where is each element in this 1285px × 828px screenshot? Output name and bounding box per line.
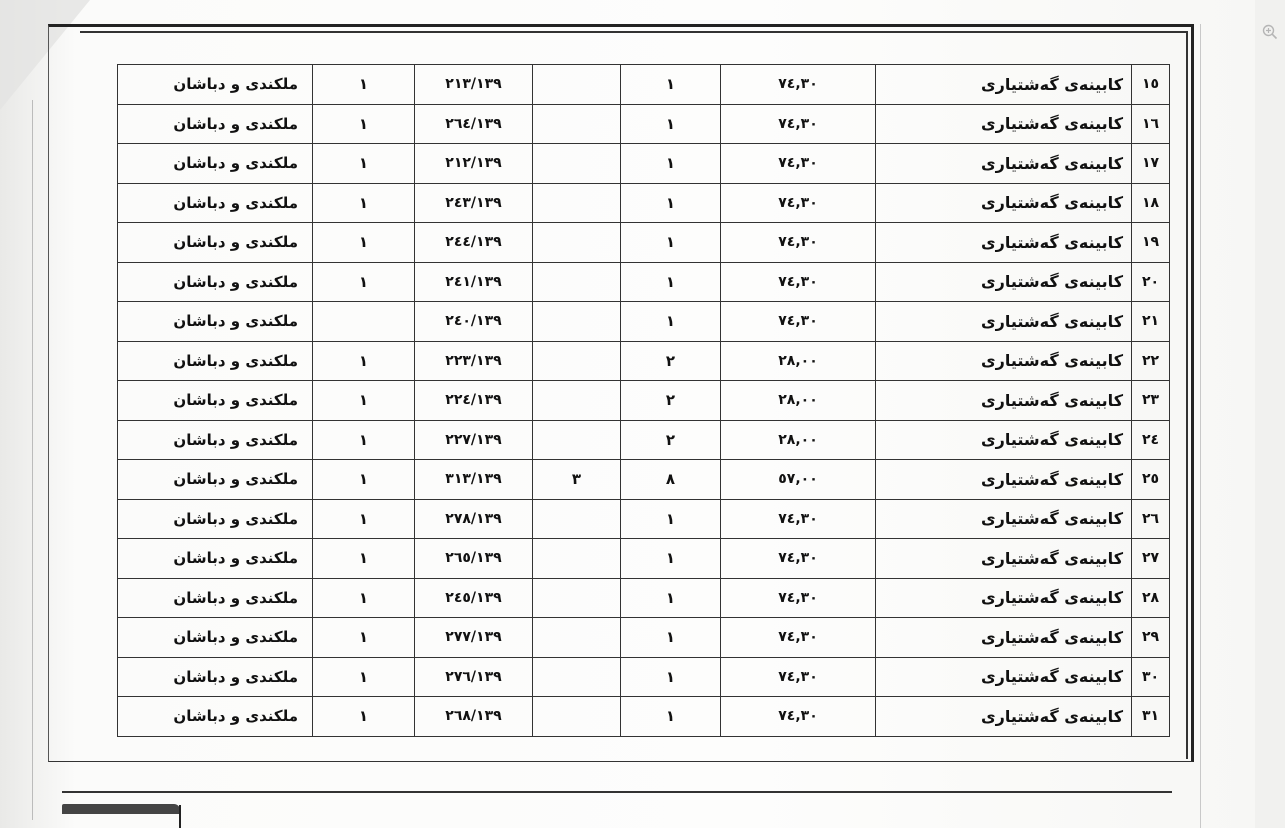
extra-cell — [533, 144, 621, 184]
extra-cell — [533, 262, 621, 302]
count-cell: ١ — [621, 65, 721, 105]
area-cell: ٥٧,٠٠ — [721, 460, 876, 500]
extra-cell — [533, 657, 621, 697]
table-row — [118, 144, 1170, 184]
table-row — [118, 460, 1170, 500]
owner-cell: ملکندی و دباشان — [118, 262, 313, 302]
count-cell: ٢ — [621, 420, 721, 460]
area-cell: ٧٤,٣٠ — [721, 104, 876, 144]
table-row — [118, 499, 1170, 539]
extra-cell — [533, 223, 621, 263]
area-cell: ٧٤,٣٠ — [721, 697, 876, 737]
unit-type-cell: کابینەی گەشتیاری — [876, 539, 1132, 579]
unit-type-cell: کابینەی گەشتیاری — [876, 697, 1132, 737]
quantity-cell: ١ — [313, 499, 415, 539]
extra-cell — [533, 697, 621, 737]
reference-cell: ٢٦٨/١٣٩ — [415, 697, 533, 737]
quantity-cell: ١ — [313, 657, 415, 697]
table-row — [118, 341, 1170, 381]
unit-type-cell: کابینەی گەشتیاری — [876, 657, 1132, 697]
unit-type-cell: کابینەی گەشتیاری — [876, 104, 1132, 144]
area-cell: ٢٨,٠٠ — [721, 420, 876, 460]
table-row — [118, 539, 1170, 579]
extra-cell — [533, 420, 621, 460]
reference-cell: ٢٢٣/١٣٩ — [415, 341, 533, 381]
table-row — [118, 302, 1170, 342]
reference-cell: ٢٧٨/١٣٩ — [415, 499, 533, 539]
count-cell: ١ — [621, 262, 721, 302]
unit-type-cell: کابینەی گەشتیاری — [876, 341, 1132, 381]
unit-type-cell: کابینەی گەشتیاری — [876, 499, 1132, 539]
area-cell: ٧٤,٣٠ — [721, 618, 876, 658]
frame-top-rule — [80, 31, 1188, 33]
unit-type-cell: کابینەی گەشتیاری — [876, 183, 1132, 223]
row-number-cell: ١٦ — [1132, 104, 1170, 144]
reference-cell: ٣١٣/١٣٩ — [415, 460, 533, 500]
area-cell: ٧٤,٣٠ — [721, 223, 876, 263]
quantity-cell: ١ — [313, 144, 415, 184]
extra-cell — [533, 183, 621, 223]
owner-cell: ملکندی و دباشان — [118, 578, 313, 618]
count-cell: ٢ — [621, 381, 721, 421]
count-cell: ٢ — [621, 341, 721, 381]
cabin-table — [117, 64, 1170, 737]
extra-cell — [533, 341, 621, 381]
table-row — [118, 657, 1170, 697]
reference-cell: ٢٦٥/١٣٩ — [415, 539, 533, 579]
row-number-cell: ٢٤ — [1132, 420, 1170, 460]
row-number-cell: ١٥ — [1132, 65, 1170, 105]
unit-type-cell: کابینەی گەشتیاری — [876, 302, 1132, 342]
count-cell: ١ — [621, 697, 721, 737]
unit-type-cell: کابینەی گەشتیاری — [876, 381, 1132, 421]
zoom-in-icon[interactable] — [1262, 24, 1278, 40]
owner-cell: ملکندی و دباشان — [118, 460, 313, 500]
table-row — [118, 262, 1170, 302]
table-row — [118, 104, 1170, 144]
unit-type-cell: کابینەی گەشتیاری — [876, 262, 1132, 302]
unit-type-cell: کابینەی گەشتیاری — [876, 618, 1132, 658]
extra-cell — [533, 578, 621, 618]
quantity-cell: ١ — [313, 183, 415, 223]
quantity-cell: ١ — [313, 341, 415, 381]
reference-cell: ٢١٢/١٣٩ — [415, 144, 533, 184]
reference-cell: ٢٢٧/١٣٩ — [415, 420, 533, 460]
area-cell: ٢٨,٠٠ — [721, 341, 876, 381]
count-cell: ١ — [621, 657, 721, 697]
unit-type-cell: کابینەی گەشتیاری — [876, 223, 1132, 263]
reference-cell: ٢٤٥/١٣٩ — [415, 578, 533, 618]
extra-cell — [533, 302, 621, 342]
owner-cell: ملکندی و دباشان — [118, 144, 313, 184]
quantity-cell: ١ — [313, 381, 415, 421]
owner-cell: ملکندی و دباشان — [118, 381, 313, 421]
quantity-cell: ١ — [313, 460, 415, 500]
quantity-cell: ١ — [313, 65, 415, 105]
unit-type-cell: کابینەی گەشتیاری — [876, 65, 1132, 105]
table-row — [118, 578, 1170, 618]
unit-type-cell: کابینەی گەشتیاری — [876, 420, 1132, 460]
quantity-cell: ١ — [313, 104, 415, 144]
owner-cell: ملکندی و دباشان — [118, 657, 313, 697]
owner-cell: ملکندی و دباشان — [118, 420, 313, 460]
frame-right-rule — [1186, 31, 1188, 759]
area-cell: ٧٤,٣٠ — [721, 65, 876, 105]
row-number-cell: ١٩ — [1132, 223, 1170, 263]
quantity-cell: ١ — [313, 223, 415, 263]
extra-cell — [533, 539, 621, 579]
quantity-cell: ١ — [313, 262, 415, 302]
bottom-rule — [62, 791, 1172, 793]
count-cell: ١ — [621, 223, 721, 263]
table-row — [118, 381, 1170, 421]
owner-cell: ملکندی و دباشان — [118, 618, 313, 658]
unit-type-cell: کابینەی گەشتیاری — [876, 578, 1132, 618]
owner-cell: ملکندی و دباشان — [118, 539, 313, 579]
row-number-cell: ٢٨ — [1132, 578, 1170, 618]
area-cell: ٧٤,٣٠ — [721, 144, 876, 184]
reference-cell: ٢٢٤/١٣٩ — [415, 381, 533, 421]
unit-type-cell: کابینەی گەشتیاری — [876, 460, 1132, 500]
owner-cell: ملکندی و دباشان — [118, 697, 313, 737]
extra-cell: ٣ — [533, 460, 621, 500]
unit-type-cell: کابینەی گەشتیاری — [876, 144, 1132, 184]
table-row — [118, 223, 1170, 263]
count-cell: ١ — [621, 302, 721, 342]
table-row — [118, 183, 1170, 223]
reference-cell: ٢٧٧/١٣٩ — [415, 618, 533, 658]
quantity-cell: ١ — [313, 539, 415, 579]
row-number-cell: ٢٢ — [1132, 341, 1170, 381]
count-cell: ١ — [621, 144, 721, 184]
row-number-cell: ٢١ — [1132, 302, 1170, 342]
table-row — [118, 65, 1170, 105]
row-number-cell: ٢٠ — [1132, 262, 1170, 302]
row-number-cell: ٢٥ — [1132, 460, 1170, 500]
count-cell: ١ — [621, 104, 721, 144]
reference-cell: ٢٧٦/١٣٩ — [415, 657, 533, 697]
extra-cell — [533, 618, 621, 658]
table-row — [118, 697, 1170, 737]
bottom-ink-mark — [62, 804, 180, 814]
row-number-cell: ٣١ — [1132, 697, 1170, 737]
reference-cell: ٢٤٠/١٣٩ — [415, 302, 533, 342]
area-cell: ٧٤,٣٠ — [721, 262, 876, 302]
quantity-cell: ١ — [313, 420, 415, 460]
reference-cell: ٢٤١/١٣٩ — [415, 262, 533, 302]
reference-cell: ٢٦٤/١٣٩ — [415, 104, 533, 144]
extra-cell — [533, 499, 621, 539]
row-number-cell: ٢٣ — [1132, 381, 1170, 421]
area-cell: ٧٤,٣٠ — [721, 183, 876, 223]
row-number-cell: ٢٩ — [1132, 618, 1170, 658]
count-cell: ١ — [621, 578, 721, 618]
owner-cell: ملکندی و دباشان — [118, 65, 313, 105]
bottom-tick-mark — [179, 805, 181, 828]
page-left-edge — [32, 100, 33, 820]
area-cell: ٧٤,٣٠ — [721, 578, 876, 618]
count-cell: ١ — [621, 183, 721, 223]
reference-cell: ٢٤٤/١٣٩ — [415, 223, 533, 263]
extra-cell — [533, 65, 621, 105]
quantity-cell — [313, 302, 415, 342]
table-row — [118, 420, 1170, 460]
extra-cell — [533, 381, 621, 421]
row-number-cell: ٢٦ — [1132, 499, 1170, 539]
row-number-cell: ١٧ — [1132, 144, 1170, 184]
owner-cell: ملکندی و دباشان — [118, 341, 313, 381]
table-row — [118, 618, 1170, 658]
quantity-cell: ١ — [313, 697, 415, 737]
count-cell: ١ — [621, 539, 721, 579]
scan-right-edge — [1200, 24, 1201, 828]
quantity-cell: ١ — [313, 618, 415, 658]
owner-cell: ملکندی و دباشان — [118, 223, 313, 263]
extra-cell — [533, 104, 621, 144]
table-body — [118, 65, 1170, 737]
count-cell: ١ — [621, 499, 721, 539]
row-number-cell: ١٨ — [1132, 183, 1170, 223]
owner-cell: ملکندی و دباشان — [118, 183, 313, 223]
count-cell: ١ — [621, 618, 721, 658]
area-cell: ٧٤,٣٠ — [721, 539, 876, 579]
owner-cell: ملکندی و دباشان — [118, 302, 313, 342]
area-cell: ٧٤,٣٠ — [721, 499, 876, 539]
reference-cell: ٢٤٣/١٣٩ — [415, 183, 533, 223]
count-cell: ٨ — [621, 460, 721, 500]
area-cell: ٢٨,٠٠ — [721, 381, 876, 421]
quantity-cell: ١ — [313, 578, 415, 618]
row-number-cell: ٢٧ — [1132, 539, 1170, 579]
row-number-cell: ٣٠ — [1132, 657, 1170, 697]
owner-cell: ملکندی و دباشان — [118, 104, 313, 144]
owner-cell: ملکندی و دباشان — [118, 499, 313, 539]
area-cell: ٧٤,٣٠ — [721, 302, 876, 342]
area-cell: ٧٤,٣٠ — [721, 657, 876, 697]
reference-cell: ٢١٣/١٣٩ — [415, 65, 533, 105]
